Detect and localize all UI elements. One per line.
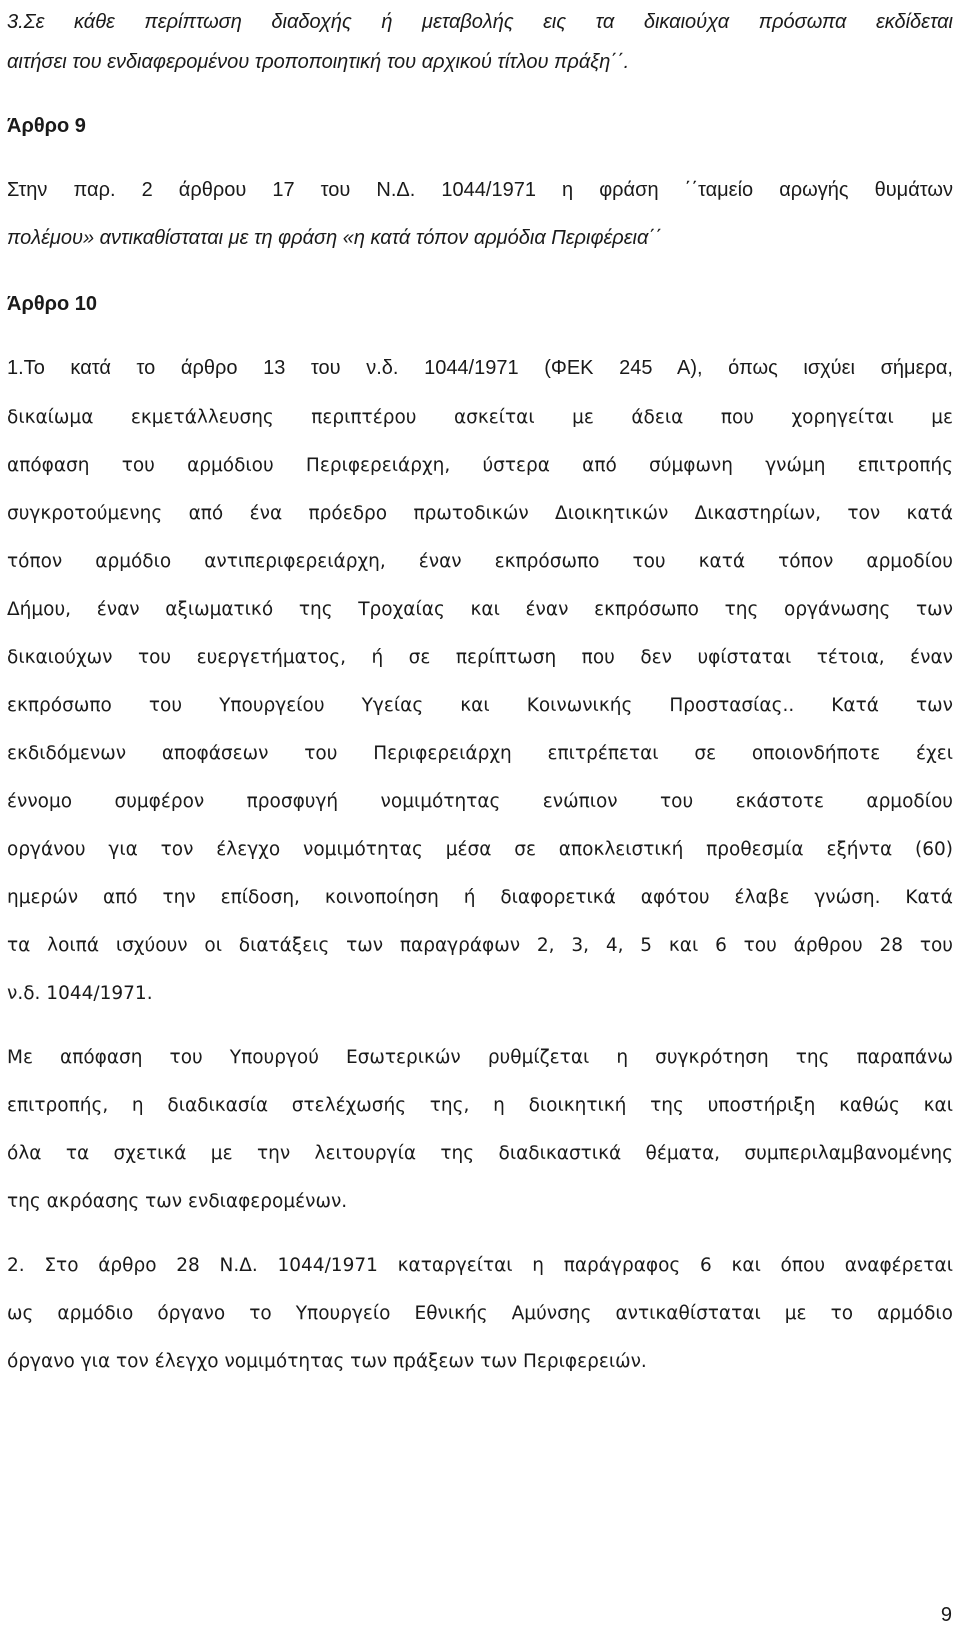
article-10-para1-line: δικαιούχων του ευεργετήματος, ή σε περίπτωση που δεν υφίσταται τέτοια, έναν: [7, 647, 953, 668]
article-9-line-1-text: Στην παρ. 2 άρθρου 17 του Ν.Δ. 1044/1971 η φράση ΄΄ταμείο αρωγής θυμάτων: [7, 179, 953, 201]
article-10-para1-line: συγκροτούμενης από ένα πρόεδρο πρωτοδικών Διοικητικών Δικαστηρίων, τον κατά: [7, 503, 953, 524]
article-10-para1-lead: 1.Το κατά το άρθρο 13 του ν.δ. 1044/1971 (ΦΕΚ 245 Α), όπως ισχύει σήμερα,: [7, 357, 953, 379]
article-10-para2-line: επιτροπής, η διαδικασία στελέχωσής της, η διοικητική της υποστήριξη καθώς και: [7, 1095, 953, 1116]
article-10-para1-line: τα λοιπά ισχύουν οι διατάξεις των παραγράφων 2, 3, 4, 5 και 6 του άρθρου 28 του: [7, 935, 953, 956]
article-10-para1-line: απόφαση του αρμόδιου Περιφερειάρχη, ύστερα από σύμφωνη γνώμη επιτροπής: [7, 455, 953, 476]
article-9-heading: Άρθρο 9: [7, 115, 86, 137]
article-10-para2-line: Με απόφαση του Υπουργού Εσωτερικών ρυθμίζεται η συγκρότηση της παραπάνω: [7, 1047, 953, 1068]
article-10-para1-last: ν.δ. 1044/1971.: [7, 983, 153, 1004]
article-10-para1-line: Δήμου, έναν αξιωματικό της Τροχαίας και έναν εκπρόσωπο της οργάνωσης των: [7, 599, 953, 620]
article-10-para2-line: όλα τα σχετικά με την λειτουργία της διαδικαστικά θέματα, συμπεριλαμβανομένης: [7, 1143, 953, 1164]
article-10-para3-line: ως αρμόδιο όργανο το Υπουργείο Εθνικής Αμύνσης αντικαθίσταται με το αρμόδιο: [7, 1303, 953, 1324]
article-10-para1-line: τόπον αρμόδιο αντιπεριφερειάρχη, έναν εκπρόσωπο του κατά τόπον αρμοδίου: [7, 551, 953, 572]
article-10-para1-line: εκδιδόμενων αποφάσεων του Περιφερειάρχη επιτρέπεται σε οποιονδήποτε έχει: [7, 743, 953, 764]
para3-line-1: 3.Σε κάθε περίπτωση διαδοχής ή μεταβολής εις τα δικαιούχα πρόσωπα εκδίδεται: [7, 11, 953, 33]
article-10-para1-line: έννομο συμφέρον προσφυγή νομιμότητας ενώπιον του εκάστοτε αρμοδίου: [7, 791, 953, 812]
page-number: 9: [940, 1604, 952, 1626]
article-10-para1-line: ημερών από την επίδοση, κοινοποίηση ή διαφορετικά αφότου έλαβε γνώση. Κατά: [7, 887, 953, 908]
article-10-para2-last: της ακρόασης των ενδιαφερομένων.: [7, 1191, 348, 1212]
article-10-para1-line: δικαίωμα εκμετάλλευσης περιπτέρου ασκείται με άδεια που χορηγείται με: [7, 407, 953, 428]
article-10-para3-last: όργανο για τον έλεγχο νομιμότητας των πράξεων των Περιφερειών.: [7, 1351, 647, 1372]
article-10-para3-line: 2. Στο άρθρο 28 Ν.Δ. 1044/1971 καταργείται η παράγραφος 6 και όπου αναφέρεται: [7, 1255, 953, 1276]
article-10-para1-line: οργάνου για τον έλεγχο νομιμότητας μέσα σε αποκλειστική προθεσμία εξήντα (60): [7, 839, 953, 860]
article-10-para1-line: εκπρόσωπο του Υπουργείου Υγείας και Κοινωνικής Προστασίας.. Κατά των: [7, 695, 953, 716]
article-10-heading: Άρθρο 10: [7, 293, 98, 315]
article-9-line-2: πολέμου» αντικαθίσταται με τη φράση «η κατά τόπον αρμόδια Περιφέρεια΄΄: [7, 227, 662, 249]
para3-line-2: αιτήσει του ενδιαφερομένου τροποποιητική του αρχικού τίτλου πράξη΄΄.: [7, 51, 630, 73]
article-9-line-1: [7, 176, 953, 204]
